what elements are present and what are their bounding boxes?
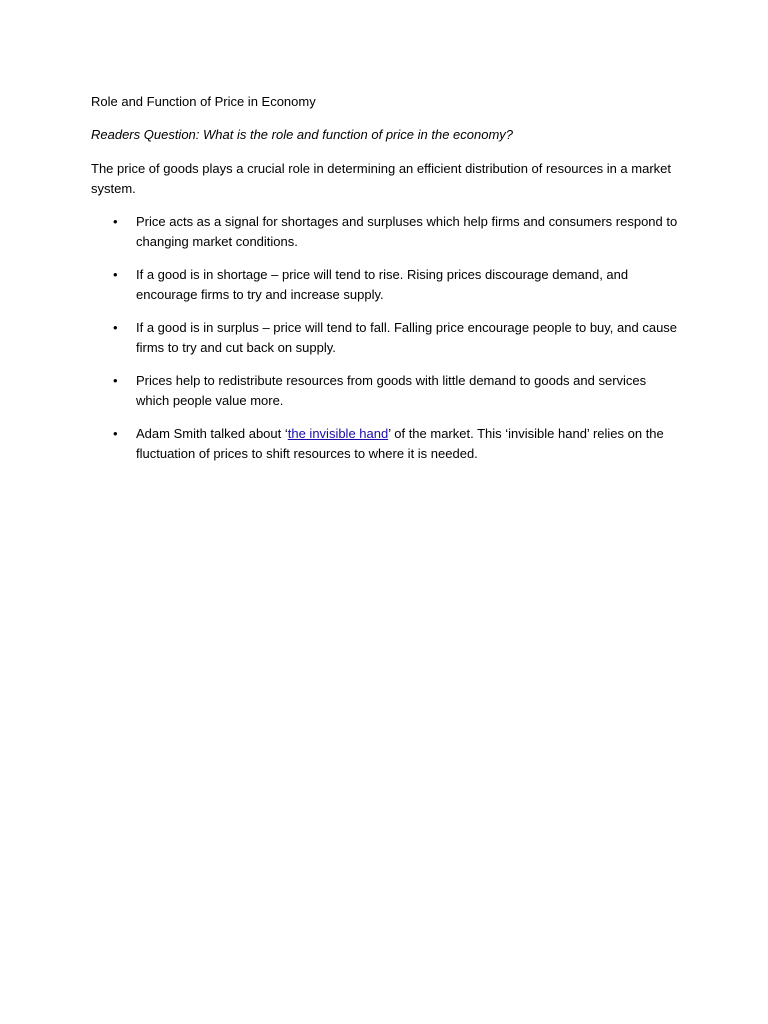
bullet-text: If a good is in surplus – price will tend to fall. Falling price encourage people to buy, and cause firms to try and cut back on supply. (136, 320, 678, 355)
bullet-icon: • (113, 373, 118, 388)
bullet-icon: • (113, 320, 118, 335)
bullet-list (91, 212, 681, 464)
list-item (91, 318, 681, 358)
reader-question: Readers Question: What is the role and function of price in the economy? (91, 127, 514, 142)
list-item (91, 371, 681, 411)
bullet-text-before-link: Adam Smith talked about ‘ (136, 426, 288, 441)
invisible-hand-link[interactable]: the invisible hand (287, 426, 389, 441)
list-item (91, 212, 681, 252)
bullet-text: Prices help to redistribute resources from goods with little demand to goods and services which people value more. (136, 373, 647, 408)
bullet-text-after-link: ’ of the market. This ‘invisible hand’ relies on the fluctuation of prices to shift resources to where it is needed. (136, 426, 664, 461)
bullet-icon: • (113, 267, 118, 282)
bullet-icon: • (113, 214, 118, 229)
intro-paragraph: The price of goods plays a crucial role in determining an efficient distribution of resources in a market system. (91, 161, 671, 196)
list-item (91, 424, 681, 464)
bullet-text: Price acts as a signal for shortages and surpluses which help firms and consumers respond to changing market conditions. (136, 214, 678, 249)
document-title: Role and Function of Price in Economy (91, 94, 316, 109)
bullet-text: If a good is in shortage – price will tend to rise. Rising prices discourage demand, and encourage firms to try and increase supply. (136, 267, 629, 302)
list-item (91, 265, 681, 305)
document-body (91, 93, 681, 477)
bullet-icon: • (113, 426, 118, 441)
